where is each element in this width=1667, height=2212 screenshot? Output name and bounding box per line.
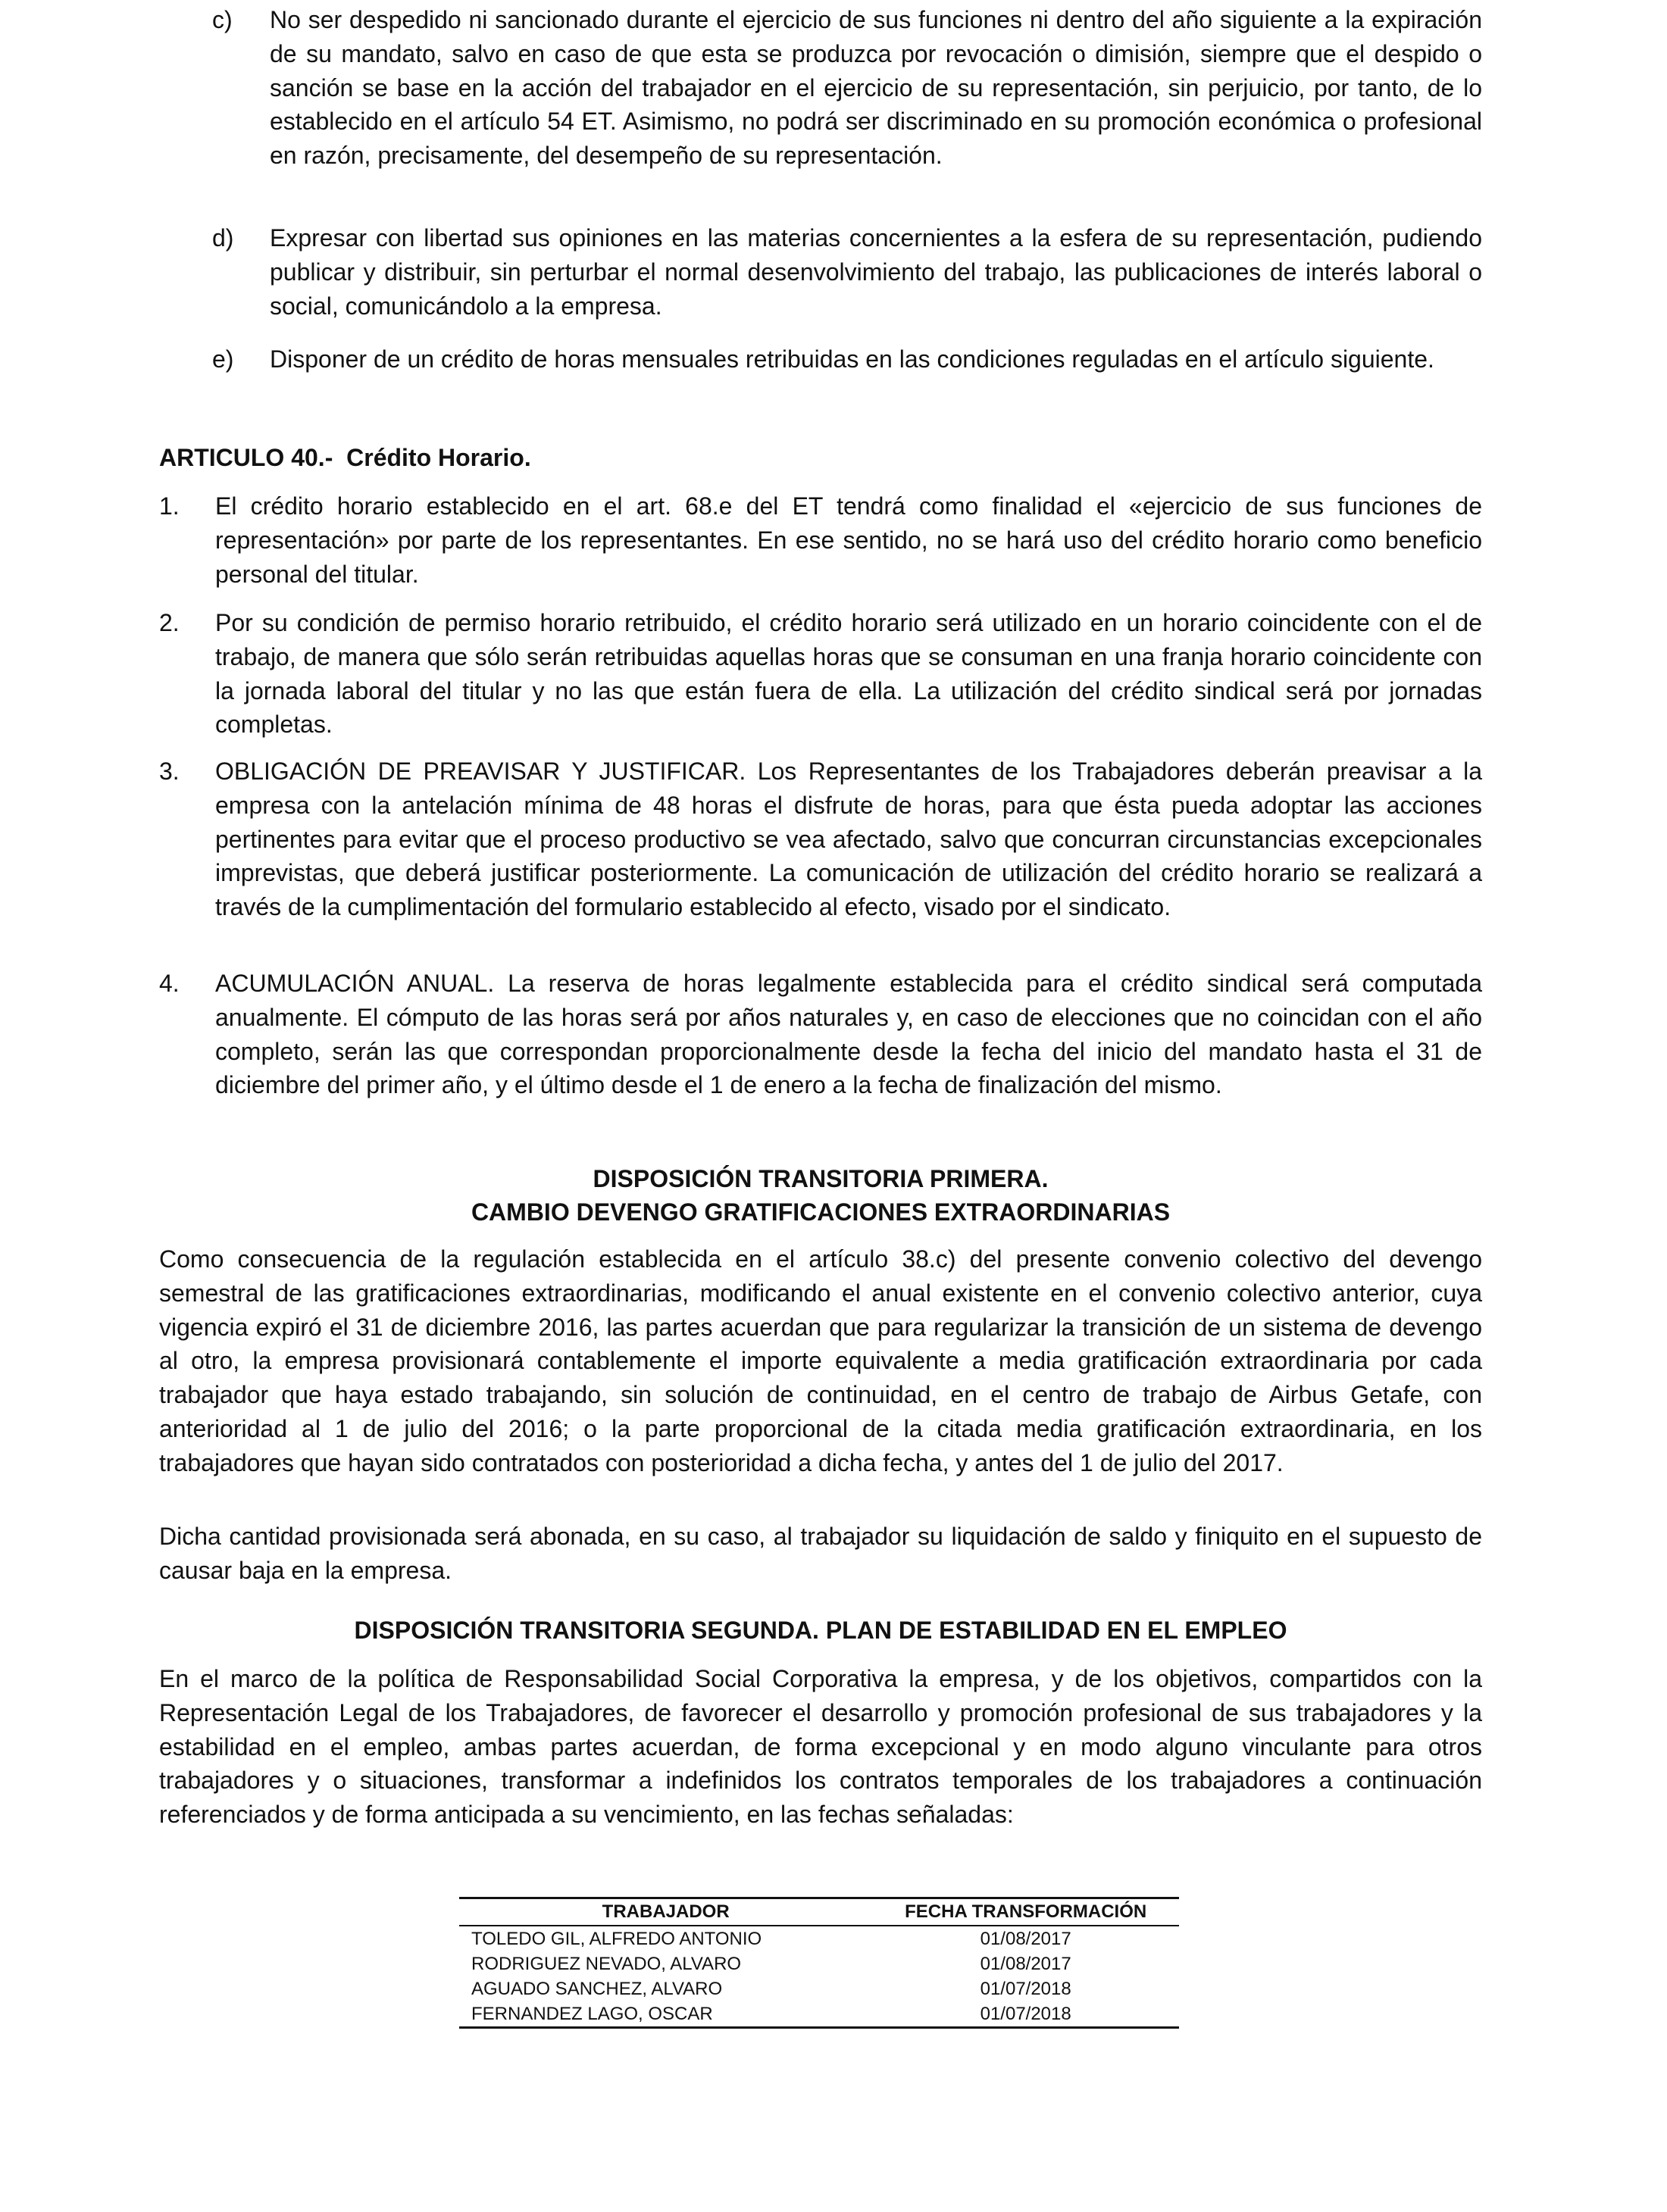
workers-table	[459, 1897, 1179, 2029]
article-item-1	[159, 489, 1482, 591]
transitoria-segunda-title: DISPOSICIÓN TRANSITORIA SEGUNDA. PLAN DE ESTABILIDAD EN EL EMPLEO	[354, 1617, 1287, 1644]
cell-trabajador: FERNANDEZ LAGO, OSCAR	[459, 2001, 872, 2028]
table-row	[459, 1976, 1179, 2001]
list-item-d	[212, 221, 1482, 323]
list-text: Expresar con libertad sus opiniones en las materias concernientes a la esfera de su representación, pudiendo publicar y distribuir, sin perturbar el normal desenvolvimiento del trabajo, las publicaciones de interés laboral o social, comunicándolo a la empresa.	[270, 224, 1482, 320]
cell-fecha: 01/08/2017	[980, 1929, 1071, 1949]
article-item-3	[159, 755, 1482, 924]
list-label: 2.	[159, 609, 180, 636]
list-text: ACUMULACIÓN ANUAL. La reserva de horas legalmente establecida para el crédito sindical será computada anualmente. El cómputo de las horas será por años naturales y, en caso de elecciones que no coincidan con el año completo, serán las que correspondan proporcionalmente desde la fecha del inicio del mandato hasta el 31 de diciembre del primer año, y el último desde el 1 de enero a la fecha de finalización del mismo.	[215, 970, 1482, 1099]
cell-trabajador: RODRIGUEZ NEVADO, ALVARO	[471, 1954, 742, 1974]
table-row	[459, 1951, 1179, 1976]
table-header-row	[459, 1898, 1179, 1926]
list-label: d)	[212, 224, 234, 252]
list-text: Por su condición de permiso horario retribuido, el crédito horario será utilizado en un horario coincidente con el de trabajo, de manera que sólo serán retribuidas aquellas horas que se consuman en una franja horario coincidente con la jornada laboral del titular y no las que están fuera de ella. La utilización del crédito sindical será por jornadas completas.	[215, 609, 1482, 739]
cell-fecha: 01/07/2018	[980, 1979, 1071, 1999]
transitoria-primera-para-1: Como consecuencia de la regulación establecida en el artículo 38.c) del presente convenio colectivo del devengo semestral de las gratificaciones extraordinarias, modificando el anual existente en el convenio colectivo anterior, cuya vigencia expiró el 31 de diciembre 2016, las partes acuerdan que para regularizar la transición de un sistema de devengo al otro, la empresa provisionará contablemente el importe equivalente a media gratificación extraordinaria por cada trabajador que haya estado trabajando, sin solución de continuidad, en el centro de trabajo de Airbus Getafe, con anterioridad al 1 de julio del 2016; o la parte proporcional de la citada media gratificación extraordinaria, en los trabajadores que hayan sido contratados con posterioridad a dicha fecha, y antes del 1 de julio del 2017.	[159, 1245, 1482, 1476]
transitoria-primera-para-2: Dicha cantidad provisionada será abonada, en su caso, al trabajador su liquidación de saldo y finiquito en el supuesto de causar baja en la empresa.	[159, 1523, 1482, 1584]
cell-fecha: 01/07/2018	[872, 2001, 1179, 2028]
table-row	[459, 1926, 1179, 1951]
list-text: El crédito horario establecido en el art. 68.e del ET tendrá como finalidad el «ejercicio de sus funciones de representación» por parte de los representantes. En ese sentido, no se hará uso del crédito horario como beneficio personal del titular.	[215, 492, 1482, 588]
article-40-heading: ARTICULO 40.- Crédito Horario.	[159, 444, 531, 471]
list-label: e)	[212, 345, 234, 373]
list-text: No ser despedido ni sancionado durante el ejercicio de sus funciones ni dentro del año siguiente a la expiración de su mandato, salvo en caso de que esta se produzca por revocación o dimisión, siempre que el despido o sanción se base en la acción del trabajador en el ejercicio de su representación, sin perjuicio, por tanto, de lo establecido en el artículo 54 ET. Asimismo, no podrá ser discriminado en su promoción económica o profesional en razón, precisamente, del desempeño de su representación.	[270, 6, 1482, 170]
cell-trabajador: AGUADO SANCHEZ, ALVARO	[471, 1979, 723, 1999]
list-label: c)	[212, 6, 233, 33]
column-header-trabajador: TRABAJADOR	[459, 1898, 872, 1926]
list-label: 4.	[159, 970, 180, 997]
transitoria-primera-title	[159, 1162, 1482, 1229]
article-item-2	[159, 606, 1482, 742]
cell-fecha: 01/08/2017	[980, 1954, 1071, 1974]
list-text: Disponer de un crédito de horas mensuales retribuidas en las condiciones reguladas en el artículo siguiente.	[270, 345, 1434, 373]
article-item-4	[159, 967, 1482, 1102]
list-item-e	[212, 342, 1482, 376]
transitoria-segunda-para: En el marco de la política de Responsabilidad Social Corporativa la empresa, y de los objetivos, compartidos con la Representación Legal de los Trabajadores, de favorecer el desarrollo y promoción profesional de sus trabajadores y la estabilidad en el empleo, ambas partes acuerdan, de forma excepcional y en modo alguno vinculante para otros trabajadores y o situaciones, transformar a indefinidos los contratos temporales de los trabajadores a continuación referenciados y de forma anticipada a su vencimiento, en las fechas señaladas:	[159, 1665, 1482, 1829]
table-row	[459, 2001, 1179, 2028]
list-text: OBLIGACIÓN DE PREAVISAR Y JUSTIFICAR. Los Representantes de los Trabajadores deberán preavisar a la empresa con la antelación mínima de 48 horas el disfrute de horas, para que ésta pueda adoptar las acciones pertinentes para evitar que el proceso productivo se vea afectado, salvo que concurran circunstancias excepcionales imprevistas, que deberá justificar posteriormente. La comunicación de utilización del crédito horario se realizará a través de la cumplimentación del formulario establecido al efecto, visado por el sindicato.	[215, 758, 1482, 921]
cell-trabajador: TOLEDO GIL, ALFREDO ANTONIO	[471, 1929, 762, 1949]
list-label: 3.	[159, 758, 180, 785]
list-label: 1.	[159, 492, 180, 520]
title-line-2: CAMBIO DEVENGO GRATIFICACIONES EXTRAORDINARIAS	[471, 1198, 1171, 1226]
list-item-c	[212, 3, 1482, 173]
title-line-1: DISPOSICIÓN TRANSITORIA PRIMERA.	[593, 1165, 1049, 1192]
column-header-fecha: FECHA TRANSFORMACIÓN	[872, 1898, 1179, 1926]
